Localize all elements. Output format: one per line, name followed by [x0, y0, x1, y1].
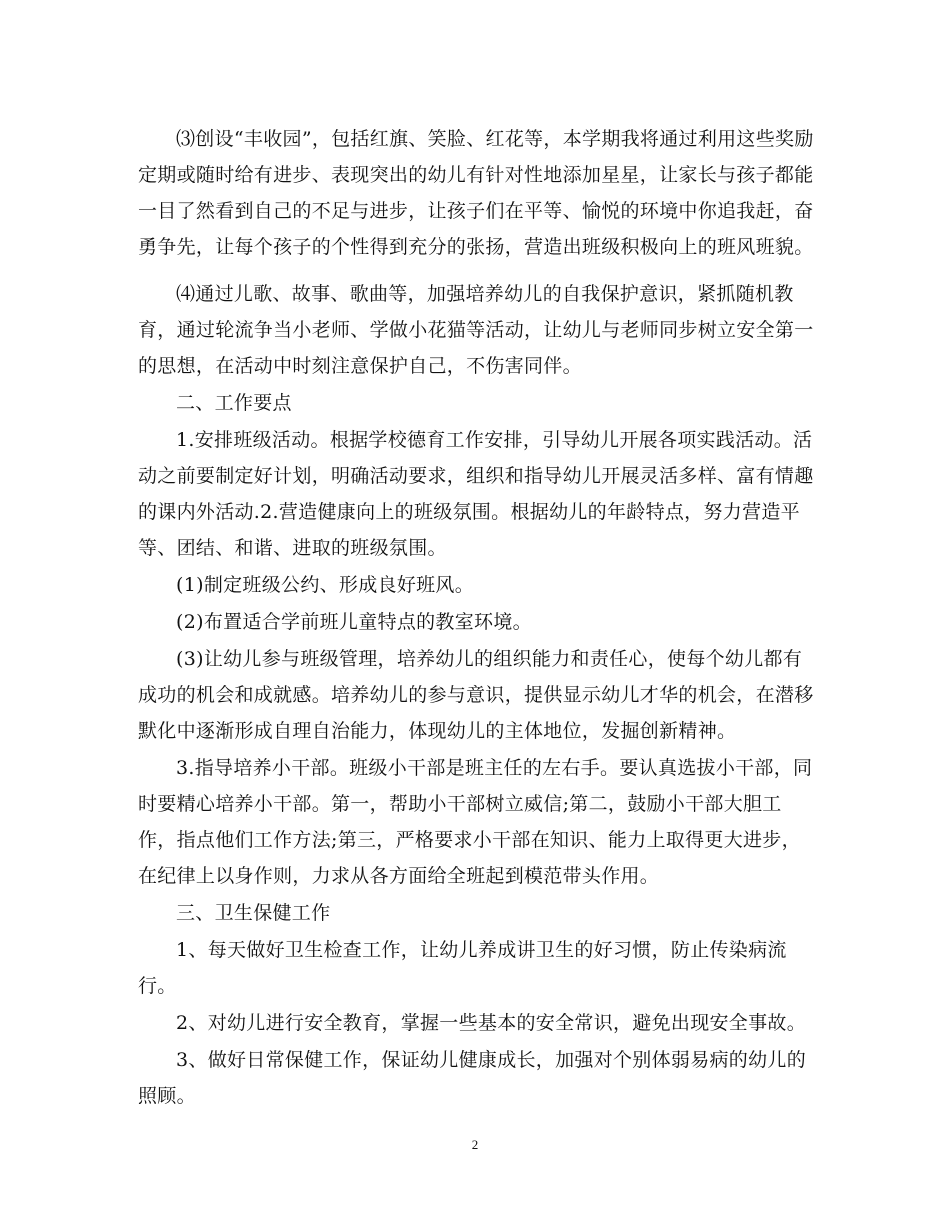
text-line: ⑶创设“丰收园”，包括红旗、笑脸、红花等，本学期我将通过利用这些奖励: [176, 128, 814, 150]
text-line: 在纪律上以身作则，力求从各方面给全班起到模范带头作用。: [138, 865, 660, 887]
page-number: 2: [471, 1137, 479, 1152]
text-line: 作，指点他们工作方法;第三，严格要求小干部在知识、能力上取得更大进步，: [138, 829, 801, 851]
text-line: 2、对幼儿进行安全教育，掌握一些基本的安全常识，避免出现安全事故。: [176, 1012, 806, 1034]
text-line: (3)让幼儿参与班级管理，培养幼儿的组织能力和责任心，使每个幼儿都有: [176, 648, 803, 670]
text-line: (2)布置适合学前班儿童特点的教室环境。: [176, 611, 532, 633]
text-line: 默化中逐渐形成自理自治能力，体现幼儿的主体地位，发掘创新精神。: [138, 720, 737, 742]
text-line: 1、每天做好卫生检查工作，让幼儿养成讲卫生的好习惯，防止传染病流: [176, 939, 787, 961]
text-line: 照顾。: [138, 1085, 196, 1107]
text-line: ⑷通过儿歌、故事、歌曲等，加强培养幼儿的自我保护意识，紧抓随机教: [176, 283, 794, 305]
section-heading: 二、工作要点: [176, 392, 292, 414]
text-line: 育，通过轮流争当小老师、学做小花猫等活动，让幼儿与老师同步树立安全第一: [138, 319, 814, 341]
section-heading: 三、卫生保健工作: [176, 902, 331, 924]
text-line: 行。: [138, 975, 177, 997]
text-line: 1.安排班级活动。根据学校德育工作安排，引导幼儿开展各项实践活动。活: [176, 429, 813, 451]
text-line: 一目了然看到自己的不足与进步，让孩子们在平等、愉悦的环境中你追我赶，奋: [138, 200, 814, 222]
text-line: 3.指导培养小干部。班级小干部是班主任的左右手。要认真选拔小干部，同: [176, 757, 813, 779]
text-line: 的思想，在活动中时刻注意保护自己，不伤害同伴。: [138, 355, 582, 377]
text-line: 等、团结、和谐、进取的班级氛围。: [138, 537, 447, 559]
text-line: 动之前要制定好计划，明确活动要求，组织和指导幼儿开展灵活多样、富有情趣: [138, 465, 814, 487]
text-line: 时要精心培养小干部。第一，帮助小干部树立威信;第二，鼓励小干部大胆工: [138, 793, 782, 815]
text-line: 定期或随时给有进步、表现突出的幼儿有针对性地添加星星，让家长与孩子都能: [138, 164, 814, 186]
text-line: 3、做好日常保健工作，保证幼儿健康成长，加强对个别体弱易病的幼儿的: [176, 1049, 806, 1071]
text-line: 成功的机会和成就感。培养幼儿的参与意识，提供显示幼儿才华的机会，在潜移: [138, 684, 814, 706]
text-line: (1)制定班级公约、形成良好班风。: [176, 574, 475, 596]
text-line: 勇争先，让每个孩子的个性得到充分的张扬，营造出班级积极向上的班风班貌。: [138, 236, 814, 258]
text-line: 的课内外活动.2.营造健康向上的班级氛围。根据幼儿的年龄特点，努力营造平: [138, 501, 800, 523]
